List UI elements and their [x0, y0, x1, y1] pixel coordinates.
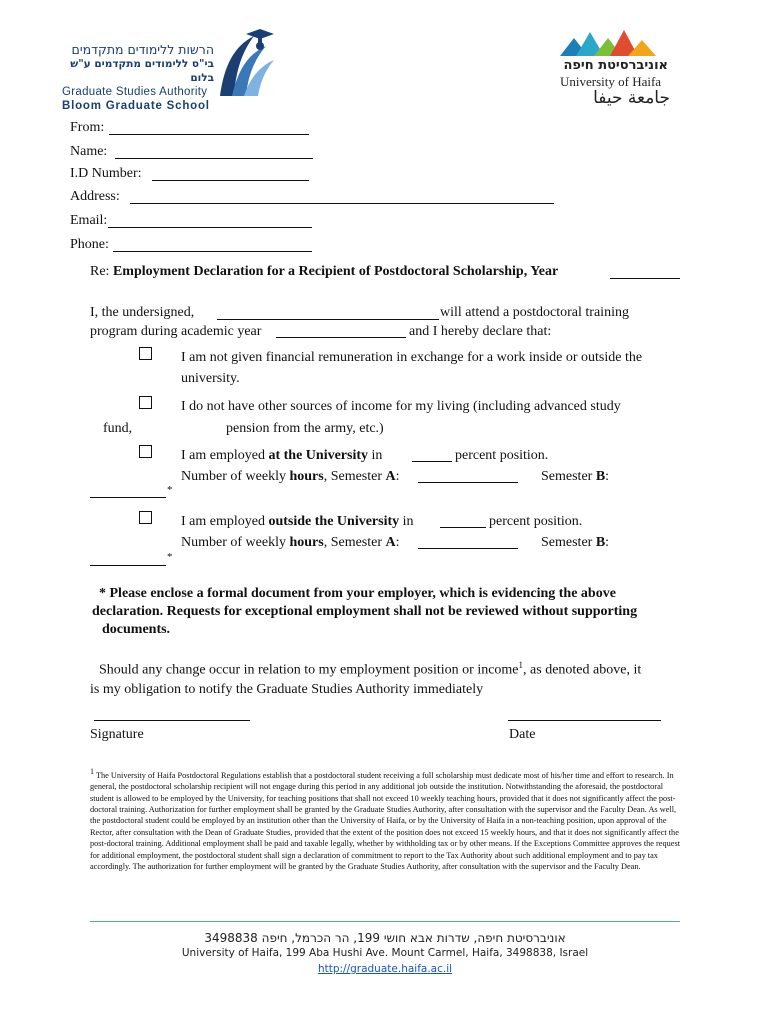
option2-fund: fund, — [103, 421, 133, 436]
academic-year-field[interactable] — [276, 337, 406, 338]
outside-asterisk: * — [167, 551, 173, 563]
change-obligation-text — [90, 656, 690, 699]
outside-semester-b-label — [541, 532, 609, 553]
date-label: Date — [509, 727, 536, 742]
id-number-label: I.D Number: — [70, 166, 142, 181]
option1-line2: university. — [181, 371, 240, 386]
year-field[interactable] — [610, 278, 680, 279]
outside-hours-d: A — [385, 535, 396, 550]
change-line1-start: Should any change occur in relation to my employment position or income — [99, 662, 519, 678]
website-link[interactable]: http://graduate.haifa.ac.il — [317, 963, 453, 975]
subject-text: Employment Declaration for a Recipient of Postdoctoral Scholarship, Year — [112, 264, 559, 279]
opt4-text-c: in — [399, 514, 414, 529]
name-field[interactable] — [115, 158, 313, 159]
gsa-hebrew-line1: הרשות ללימודים מתקדמים — [71, 42, 214, 57]
notice-line1: * Please enclose a formal document from your employer, which is evidencing the above — [99, 586, 616, 601]
footnote-number: 1 — [90, 767, 94, 776]
outside-hours-a: Number of weekly — [181, 535, 290, 550]
phone-field[interactable] — [113, 251, 312, 252]
date-field[interactable] — [508, 720, 661, 721]
uoh-arabic-name: جامعة حيفا — [593, 88, 670, 108]
employer-document-notice — [92, 585, 692, 639]
opt4-text-b: outside the University — [268, 514, 400, 529]
undersigned-name-field[interactable] — [217, 319, 439, 320]
inside-semester-a-field[interactable] — [418, 482, 518, 483]
inside-hours-c: , Semester — [323, 469, 386, 484]
inside-hours-b: hours — [289, 469, 324, 484]
footer-divider — [90, 921, 680, 922]
signature-label: Signature — [90, 727, 144, 742]
footer-english-address: University of Haifa, 199 Aba Hushi Ave. Mount Carmel, Haifa, 3498838, Israel — [181, 947, 589, 959]
footnote-ref: 1 — [518, 660, 524, 670]
outside-sem-b-letter: B — [595, 535, 606, 550]
address-field[interactable] — [130, 203, 554, 204]
footer-url-wrap — [90, 963, 680, 975]
outside-hours-c: , Semester — [323, 535, 386, 550]
option2-line2: pension from the army, etc.) — [226, 421, 384, 436]
inside-semester-b-label — [541, 466, 609, 487]
option2-line1: I do not have other sources of income for my living (including advanced study — [181, 399, 621, 414]
option-no-remuneration-checkbox[interactable] — [139, 347, 152, 360]
inside-sem-b-letter: B — [595, 469, 606, 484]
inside-percent-field[interactable] — [412, 461, 452, 462]
inside-hours-a: Number of weekly — [181, 469, 290, 484]
footer-hebrew-address: אוניברסיטת חיפה, שדרות אבא חושי 199, הר הכרמל, חיפה 3498838 — [204, 931, 566, 945]
inside-asterisk: * — [167, 484, 173, 496]
outside-semester-b-field[interactable] — [90, 565, 166, 566]
inside-sem-b-text: Semester — [541, 469, 596, 484]
outside-percent-field[interactable] — [440, 527, 486, 528]
gsa-english-line1: Graduate Studies Authority — [62, 86, 208, 98]
address-label: Address: — [70, 189, 120, 204]
option-employed-outside — [181, 511, 681, 532]
phone-label: Phone: — [70, 237, 109, 252]
notice-line3: documents. — [102, 622, 171, 637]
subject-prefix: Re: — [90, 264, 110, 279]
option-no-other-income-checkbox[interactable] — [139, 396, 152, 409]
option-employed-inside-checkbox[interactable] — [139, 445, 152, 458]
opt3-text-c: in — [368, 448, 383, 463]
change-line2: is my obligation to notify the Graduate Studies Authority immediately — [90, 681, 484, 697]
option1-line1: I am not given financial remuneration in exchange for a work inside or outside the — [181, 350, 643, 365]
from-label: From: — [70, 120, 105, 135]
opt3-percent-text: percent position. — [455, 448, 549, 463]
notice-line2: declaration. Requests for exceptional employment shall not be reviewed without supporting — [92, 604, 638, 619]
outside-semester-a-field[interactable] — [418, 548, 518, 549]
outside-sem-b-text: Semester — [541, 535, 596, 550]
graduate-school-logo-icon — [214, 26, 276, 98]
outside-sem-b-colon: : — [605, 535, 610, 550]
opt3-text-a: I am employed — [181, 448, 269, 463]
email-field[interactable] — [108, 227, 312, 228]
email-label: Email: — [70, 213, 108, 228]
name-label: Name: — [70, 144, 108, 159]
footnote-text: The University of Haifa Postdoctoral Regulations establish that a postdoctoral student receiving a full scholarship must dedicate most of his/her time and effort to research. In general, the postdoctoral scholarship recipient will not engage during this period in any additional job outside the institution. Notwithstanding the aforesaid, the postdoctoral student is allowed to be employed by the University, for teaching positions that shall not exceed 10 weekly teaching hours, provided that it does not significantly affect the post-doctoral training. Authorization for further employment shall be granted by the Graduate Studies Authority, after consultation with the supervisor and the Faculty Dean. As well, the postdoctoral student could be employed by an institution other than the University of Haifa, or by the University of Haifa in a non-teaching position, upon approval of the Rector, after consultation with the Dean of Graduate Studies, provided that the extent of the position does not exceed 15 weekly hours, and that it does not significantly affect the post-doctoral training. Additional employment shall be paid and taxable legally, whether by withholding tax or by other means. If the Exceptions Committee approves the request for additional employment, the postdoctoral student shall sign a declaration of commitment to report to the Tax Authority about such additional employment and to pay tax accordingly. The authorization for further employment will be granted by the Graduate Studies Authority, after consultation with the supervisor and the Faculty Dean. — [90, 770, 681, 872]
outside-hours-b: hours — [289, 535, 324, 550]
gsa-english-line2: Bloom Graduate School — [62, 100, 210, 112]
change-line1-end: , as denoted above, it — [523, 662, 642, 678]
footnote — [90, 766, 686, 872]
declaration-line2-start: program during academic year — [90, 324, 262, 339]
inside-semester-b-field[interactable] — [90, 497, 166, 498]
signature-field[interactable] — [94, 720, 250, 721]
declaration-line1-start: I, the undersigned, — [90, 305, 195, 320]
id-number-field[interactable] — [152, 180, 309, 181]
inside-hours-e: : — [395, 469, 400, 484]
option-employed-outside-checkbox[interactable] — [139, 511, 152, 524]
opt4-percent-text: percent position. — [489, 514, 583, 529]
gsa-name-block — [62, 42, 214, 113]
declaration-line2-end: and I hereby declare that: — [409, 324, 552, 339]
uoh-hebrew-name: אוניברסיטת חיפה — [563, 58, 668, 73]
opt4-text-a: I am employed — [181, 514, 269, 529]
opt3-text-b: at the University — [268, 448, 369, 463]
outside-hours-e: : — [395, 535, 400, 550]
gsa-hebrew-line2: בי"ס ללימודים מתקדמים ע"ש בלום — [70, 58, 214, 84]
uoh-english-name: University of Haifa — [560, 74, 662, 89]
inside-sem-b-colon: : — [605, 469, 610, 484]
option-employed-inside — [181, 445, 681, 466]
inside-hours-d: A — [385, 469, 396, 484]
option-no-remuneration — [181, 347, 681, 389]
subject-line — [90, 264, 558, 280]
university-of-haifa-logo-icon — [560, 28, 656, 58]
declaration-line1-end: will attend a postdoctoral training — [440, 305, 629, 320]
from-field[interactable] — [109, 134, 309, 135]
